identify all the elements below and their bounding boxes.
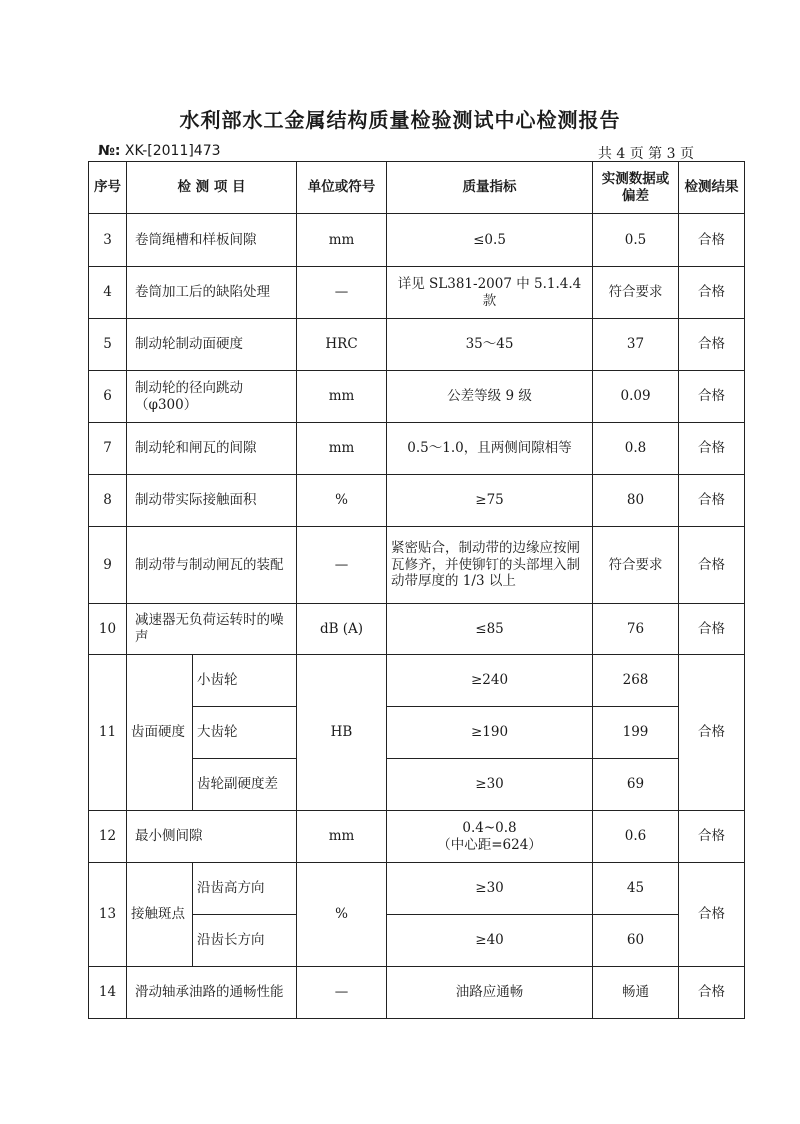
row-spec: ≤85 <box>387 604 593 655</box>
header-measured: 实测数据或偏差 <box>593 162 679 214</box>
row-measured: 69 <box>593 759 679 811</box>
report-meta <box>98 143 694 163</box>
row-item: 卷筒绳槽和样板间隙 <box>127 214 297 267</box>
row-measured: 0.5 <box>593 214 679 267</box>
row-spec: 紧密贴合，制动带的边缘应按闸瓦修齐，并使铆钉的头部埋入制动带厚度的 1/3 以上 <box>387 527 593 604</box>
row-measured: 符合要求 <box>593 267 679 319</box>
row-spec: ≥240 <box>387 655 593 707</box>
row-measured: 符合要求 <box>593 527 679 604</box>
row-unit: dB (A) <box>297 604 387 655</box>
header-seq: 序号 <box>89 162 127 214</box>
row-no: 6 <box>89 371 127 423</box>
table-row <box>89 267 745 319</box>
row-result: 合格 <box>679 655 745 811</box>
row-result: 合格 <box>679 527 745 604</box>
row-unit: mm <box>297 811 387 863</box>
row-spec: 35～45 <box>387 319 593 371</box>
row-spec: 油路应通畅 <box>387 967 593 1019</box>
row-result: 合格 <box>679 811 745 863</box>
table-row <box>89 475 745 527</box>
row-no: 12 <box>89 811 127 863</box>
sub-item: 大齿轮 <box>193 707 297 759</box>
row-result: 合格 <box>679 967 745 1019</box>
header-item: 检 测 项 目 <box>127 162 297 214</box>
row-spec: ≥75 <box>387 475 593 527</box>
row-item: 卷筒加工后的缺陷处理 <box>127 267 297 319</box>
row-spec: ≥30 <box>387 863 593 915</box>
table-row <box>89 371 745 423</box>
table-row <box>89 423 745 475</box>
row-spec: 详见 SL381-2007 中 5.1.4.4 款 <box>387 267 593 319</box>
row-item: 制动轮和闸瓦的间隙 <box>127 423 297 475</box>
row-measured: 268 <box>593 655 679 707</box>
table-row <box>89 527 745 604</box>
row-unit: mm <box>297 214 387 267</box>
row-spec: ≥190 <box>387 707 593 759</box>
row-spec: ≥30 <box>387 759 593 811</box>
table-row <box>89 863 745 915</box>
row-spec: 公差等级 9 级 <box>387 371 593 423</box>
row-no: 7 <box>89 423 127 475</box>
report-title: 水利部水工金属结构质量检验测试中心检测报告 <box>179 108 621 132</box>
row-result: 合格 <box>679 423 745 475</box>
row-measured: 37 <box>593 319 679 371</box>
table-row <box>89 604 745 655</box>
row-result: 合格 <box>679 475 745 527</box>
row-measured: 76 <box>593 604 679 655</box>
row-spec: ≥40 <box>387 915 593 967</box>
sub-item: 沿齿长方向 <box>193 915 297 967</box>
header-row <box>89 162 745 214</box>
row-item: 滑动轴承油路的通畅性能 <box>127 967 297 1019</box>
sub-item: 沿齿高方向 <box>193 863 297 915</box>
table-row <box>89 655 745 707</box>
row-spec-line2: （中心距=624） <box>437 836 542 853</box>
row-no: 11 <box>89 655 127 811</box>
row-unit: — <box>297 267 387 319</box>
inspection-table <box>88 161 745 1019</box>
row-measured: 0.8 <box>593 423 679 475</box>
table-row <box>89 811 745 863</box>
sub-item: 齿轮副硬度差 <box>193 759 297 811</box>
row-no: 8 <box>89 475 127 527</box>
row-no: 10 <box>89 604 127 655</box>
table-row <box>89 967 745 1019</box>
row-no: 13 <box>89 863 127 967</box>
row-measured: 199 <box>593 707 679 759</box>
row-spec <box>387 811 593 863</box>
row-measured: 80 <box>593 475 679 527</box>
row-no: 3 <box>89 214 127 267</box>
header-unit: 单位或符号 <box>297 162 387 214</box>
header-result: 检测结果 <box>679 162 745 214</box>
row-item: 减速器无负荷运转时的噪声 <box>127 604 297 655</box>
sub-item: 小齿轮 <box>193 655 297 707</box>
row-measured: 0.09 <box>593 371 679 423</box>
row-item: 齿面硬度 <box>127 655 193 811</box>
row-no: 9 <box>89 527 127 604</box>
row-measured: 45 <box>593 863 679 915</box>
row-unit: mm <box>297 371 387 423</box>
row-measured: 60 <box>593 915 679 967</box>
page-info: 共 4 页 第 3 页 <box>597 146 694 162</box>
row-measured: 0.6 <box>593 811 679 863</box>
header-spec: 质量指标 <box>387 162 593 214</box>
row-unit: — <box>297 527 387 604</box>
row-spec-line1: 0.4~0.8 <box>462 819 517 836</box>
row-unit: % <box>297 475 387 527</box>
row-unit: — <box>297 967 387 1019</box>
table-row <box>89 214 745 267</box>
row-result: 合格 <box>679 319 745 371</box>
row-spec: 0.5～1.0，且两侧间隙相等 <box>387 423 593 475</box>
table-row <box>89 319 745 371</box>
row-spec: ≤0.5 <box>387 214 593 267</box>
report-number <box>98 143 221 159</box>
report-number-value: XK-[2011]473 <box>120 143 221 159</box>
row-unit: HB <box>297 655 387 811</box>
row-no: 14 <box>89 967 127 1019</box>
row-result: 合格 <box>679 863 745 967</box>
row-result: 合格 <box>679 371 745 423</box>
row-item: 接触斑点 <box>127 863 193 967</box>
row-result: 合格 <box>679 214 745 267</box>
row-unit: % <box>297 863 387 967</box>
row-result: 合格 <box>679 267 745 319</box>
row-item: 制动轮制动面硬度 <box>127 319 297 371</box>
report-number-label: №: <box>98 143 121 159</box>
row-item: 制动轮的径向跳动（φ300） <box>127 371 297 423</box>
row-no: 4 <box>89 267 127 319</box>
row-no: 5 <box>89 319 127 371</box>
row-measured: 畅通 <box>593 967 679 1019</box>
row-unit: mm <box>297 423 387 475</box>
row-item: 最小侧间隙 <box>127 811 297 863</box>
row-item: 制动带与制动闸瓦的装配 <box>127 527 297 604</box>
row-result: 合格 <box>679 604 745 655</box>
row-item: 制动带实际接触面积 <box>127 475 297 527</box>
row-unit: HRC <box>297 319 387 371</box>
